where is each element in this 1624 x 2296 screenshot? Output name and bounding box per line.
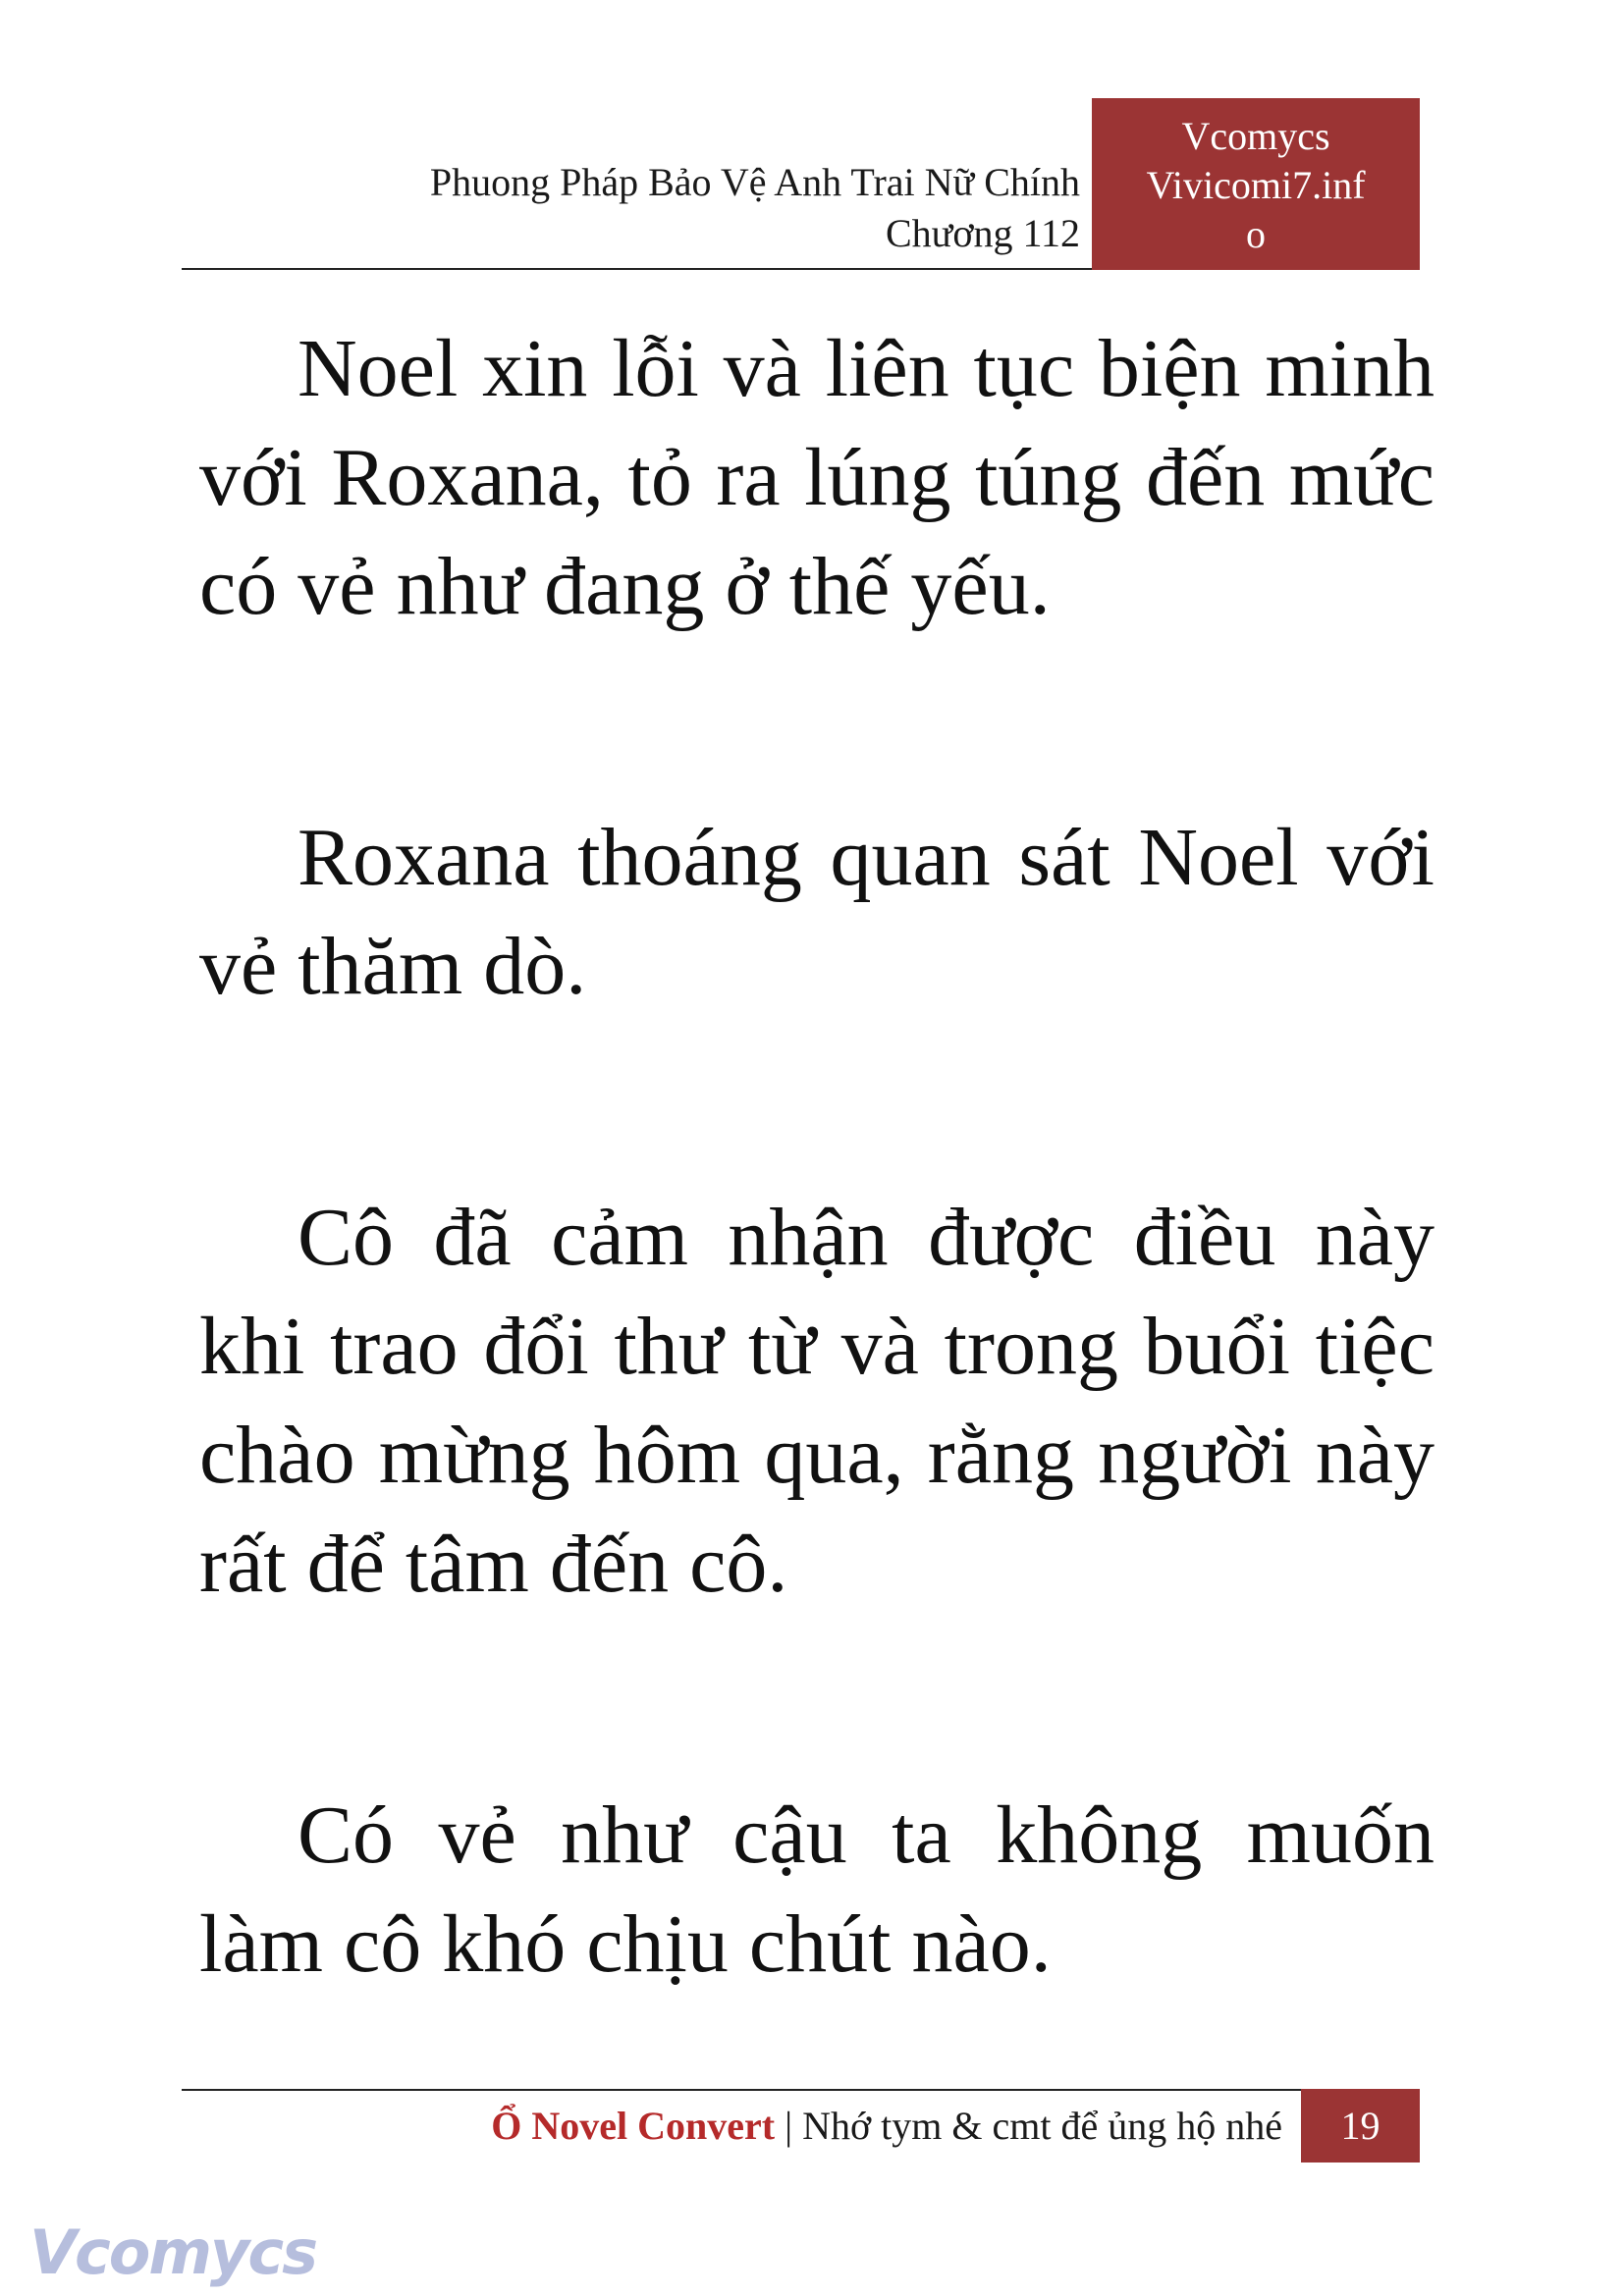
paragraph-4: Có vẻ như cậu ta không muốn làm cô khó chịu chút nào.	[199, 1789, 1435, 1990]
header-divider	[182, 268, 1092, 270]
book-title: Phuong Pháp Bảo Vệ Anh Trai Nữ Chính	[429, 160, 1080, 204]
chapter-label: Chương 112	[885, 211, 1080, 255]
site-name: Vcomycs	[1181, 114, 1330, 158]
paragraph-2: Roxana thoáng quan sát Noel với vẻ thăm dò.	[199, 812, 1435, 1012]
footer-divider	[182, 2089, 1301, 2091]
footer-separator: |	[775, 2104, 803, 2148]
site-url-line1: Vivicomi7.inf	[1146, 163, 1366, 207]
footer-note	[491, 2099, 1282, 2154]
watermark-logo: Vcomycs	[29, 2216, 317, 2288]
paragraph-1: Noel xin lỗi và liên tục biện minh với Roxana, tỏ ra lúng túng đến mức có vẻ như đang ở thế yếu.	[199, 323, 1435, 632]
site-url-line2: o	[1246, 212, 1266, 256]
chapter-body	[199, 314, 1435, 2161]
paragraph-3: Cô đã cảm nhận được điều này khi trao đổi thư từ và trong buổi tiệc chào mừng hôm qua, rằng người này rất để tâm đến cô.	[199, 1192, 1435, 1610]
site-badge	[1092, 98, 1420, 270]
page-number: 19	[1301, 2089, 1420, 2163]
footer-message: Nhớ tym & cmt để ủng hộ nhé	[802, 2104, 1282, 2148]
footer-brand: Ổ Novel Convert	[491, 2104, 776, 2148]
running-header	[430, 157, 1080, 259]
